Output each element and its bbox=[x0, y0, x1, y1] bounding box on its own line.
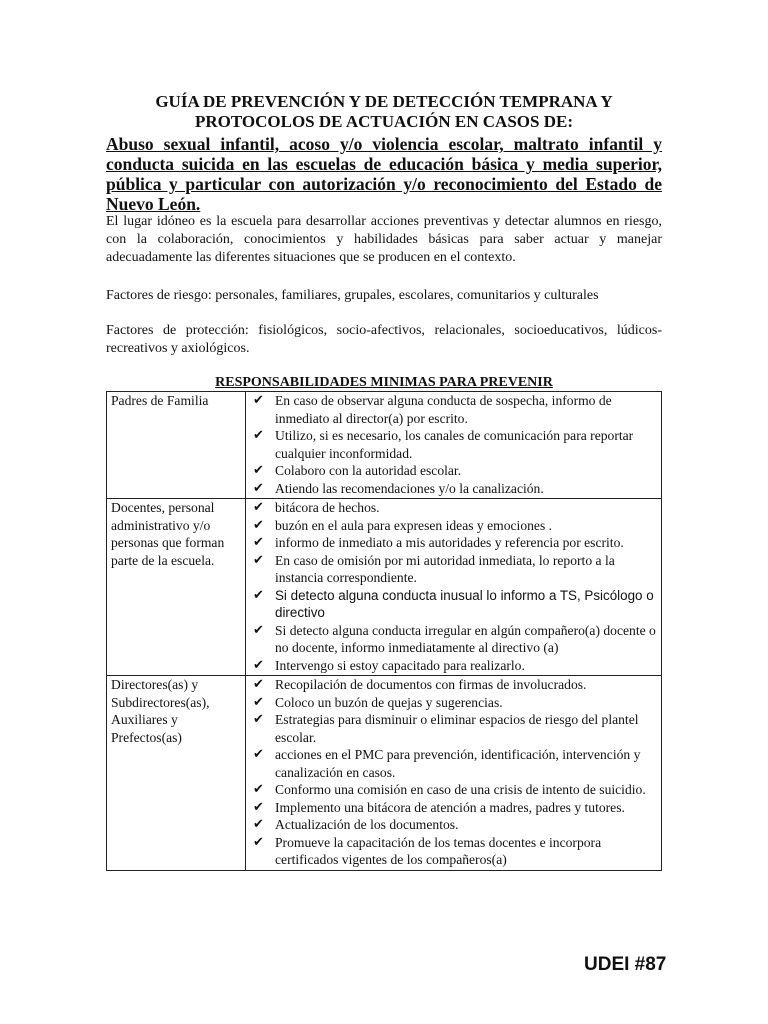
checkmark-icon: ✔ bbox=[253, 782, 264, 797]
checkmark-icon: ✔ bbox=[253, 428, 264, 443]
checkmark-icon: ✔ bbox=[253, 552, 264, 568]
responsibilities-cell bbox=[246, 392, 662, 499]
checkmark-icon: ✔ bbox=[253, 817, 264, 832]
checkmark-icon: ✔ bbox=[253, 677, 264, 692]
list-item: ✔ En caso de omisión por mi autoridad inmediata, lo reporto a la instancia correspondiente. bbox=[253, 552, 615, 585]
checkmark-icon: ✔ bbox=[253, 480, 264, 496]
title-line-2: PROTOCOLOS DE ACTUACIÓN EN CASOS DE: bbox=[194, 112, 573, 131]
risk-factors-paragraph: Factores de riesgo: personales, familiares, grupales, escolares, comunitarios y culturales bbox=[106, 288, 599, 303]
table-row bbox=[107, 676, 662, 871]
document-title bbox=[106, 92, 662, 132]
role-cell: Docentes, personal administrativo y/o personas que forman parte de la escuela. bbox=[107, 499, 246, 676]
list-item: ✔ Estrategias para disminuir o eliminar espacios de riesgo del plantel escolar. bbox=[253, 712, 639, 745]
checkmark-icon: ✔ bbox=[253, 622, 264, 638]
document-subtitle: Abuso sexual infantil, acoso y/o violencia escolar, maltrato infantil y conducta suicida en las escuelas de educación básica y media superior, pública y particular con autorización y/o reconocimiento del Estado de Nuevo León. bbox=[106, 134, 662, 214]
list-item: ✔ Conformo una comisión en caso de una crisis de intento de suicidio. bbox=[253, 782, 646, 797]
intro-paragraph: El lugar idóneo es la escuela para desarrollar acciones preventivas y detectar alumnos en riesgo, con la colaboración, conocimientos y habilidades básicas para saber actuar y manejar adecuadamente las diferentes situaciones que se producen en el contexto. bbox=[106, 214, 662, 265]
role-cell: Directores(as) y Subdirectores(as), Auxiliares y Prefectos(as) bbox=[107, 676, 246, 871]
checkmark-icon: ✔ bbox=[253, 500, 264, 515]
checkmark-icon: ✔ bbox=[253, 463, 264, 478]
responsibilities-table-title: RESPONSABILIDADES MINIMAS PARA PREVENIR bbox=[215, 375, 553, 390]
list-item: ✔ Si detecto alguna conducta irregular en algún compañero(a) docente o no docente, informo inmediatamente al directivo (a) bbox=[253, 622, 656, 655]
responsibilities-cell bbox=[246, 499, 662, 676]
footer-label: UDEI #87 bbox=[584, 954, 667, 975]
list-item: ✔ Actualización de los documentos. bbox=[253, 817, 459, 832]
title-line-1: GUÍA DE PREVENCIÓN Y DE DETECCIÓN TEMPRANA Y bbox=[155, 92, 613, 111]
checkmark-icon: ✔ bbox=[253, 694, 264, 710]
checkmark-icon: ✔ bbox=[253, 587, 264, 603]
checkmark-icon: ✔ bbox=[253, 517, 264, 533]
responsibilities-cell bbox=[246, 676, 662, 871]
checkmark-icon: ✔ bbox=[253, 712, 264, 727]
list-item: ✔ acciones en el PMC para prevención, identificación, intervención y canalización en casos. bbox=[253, 747, 641, 780]
list-item: ✔ Atiendo las recomendaciones y/o la canalización. bbox=[253, 480, 544, 496]
table-row bbox=[107, 499, 662, 676]
responsibility-list bbox=[250, 392, 657, 497]
list-item: ✔ Utilizo, si es necesario, los canales de comunicación para reportar cualquier inconformidad. bbox=[253, 428, 634, 461]
role-cell: Padres de Familia bbox=[107, 392, 246, 499]
list-item: ✔ informo de inmediato a mis autoridades y referencia por escrito. bbox=[253, 535, 624, 550]
checkmark-icon: ✔ bbox=[253, 535, 264, 550]
list-item: ✔ Implemento una bitácora de atención a madres, padres y tutores. bbox=[253, 799, 625, 815]
responsibilities-table bbox=[106, 391, 662, 871]
list-item: ✔ buzón en el aula para expresen ideas y emociones . bbox=[253, 517, 553, 533]
list-item: ✔ Colaboro con la autoridad escolar. bbox=[253, 463, 462, 478]
checkmark-icon: ✔ bbox=[253, 747, 264, 762]
list-item: ✔ En caso de observar alguna conducta de sospecha, informo de inmediato al director(a) por escrito. bbox=[253, 393, 612, 426]
checkmark-icon: ✔ bbox=[253, 393, 264, 408]
list-item: ✔ Intervengo si estoy capacitado para realizarlo. bbox=[253, 657, 525, 673]
list-item: ✔ bitácora de hechos. bbox=[253, 500, 380, 515]
list-item: ✔ Coloco un buzón de quejas y sugerencias. bbox=[253, 694, 503, 710]
responsibility-list bbox=[250, 499, 657, 674]
list-item: ✔ Promueve la capacitación de los temas docentes e incorpora certificados vigentes de los compañeros(a) bbox=[253, 834, 602, 867]
protection-factors-paragraph: Factores de protección: fisiológicos, socio-afectivos, relacionales, socioeducativos, lúdicos-recreativos y axiológicos. bbox=[106, 323, 662, 356]
checkmark-icon: ✔ bbox=[253, 834, 264, 850]
list-item: ✔ Recopilación de documentos con firmas de involucrados. bbox=[253, 677, 587, 692]
list-item: ✔ Si detecto alguna conducta inusual lo informo a TS, Psicólogo o directivo bbox=[253, 587, 654, 620]
table-row bbox=[107, 392, 662, 499]
responsibility-list bbox=[250, 676, 657, 869]
checkmark-icon: ✔ bbox=[253, 799, 264, 815]
checkmark-icon: ✔ bbox=[253, 657, 264, 673]
